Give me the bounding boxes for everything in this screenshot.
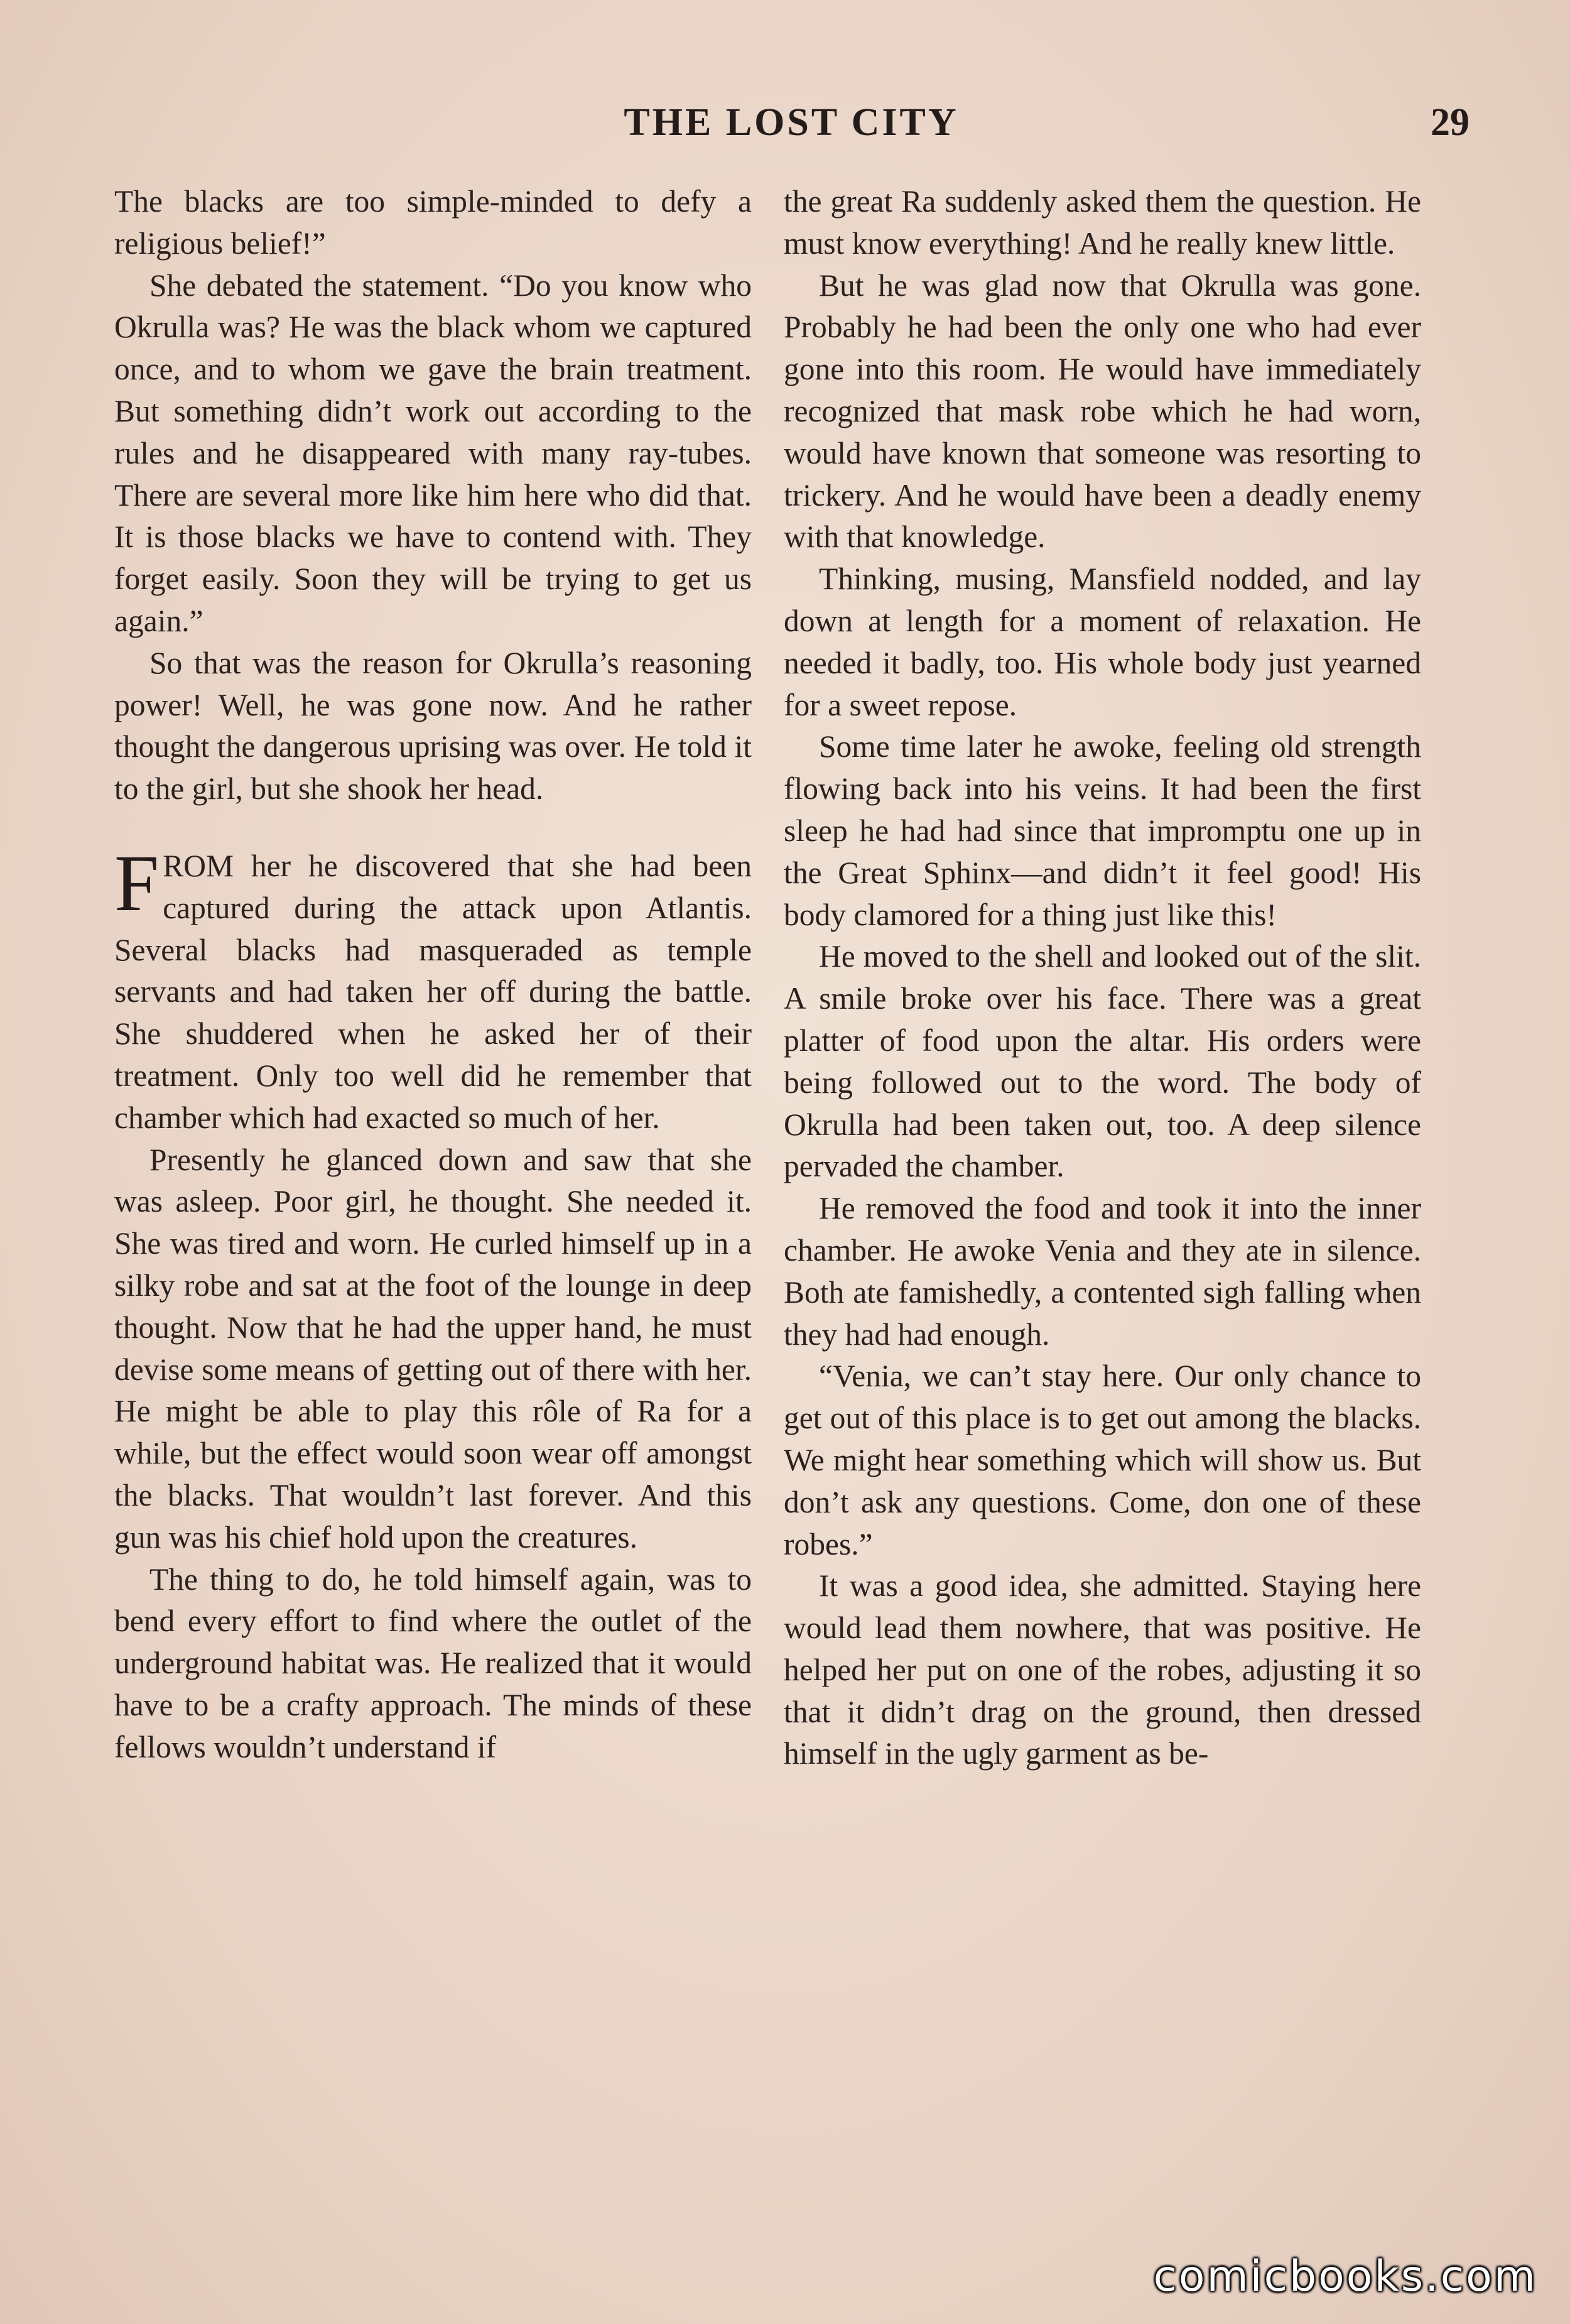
paragraph: But he was glad now that Okrulla was gone. Probably he had been the only one who had ever gone into this room. He would have immediately recognized that mask robe which he had worn, would have known that someone was resorting to trickery. And he would have been a deadly enemy with that knowledge. bbox=[784, 268, 1421, 555]
section-opening-text: ROM her he discovered that she had been captured during the attack upon Atlantis. Several blacks had masqueraded as temple servants and had taken her off during the battle. She shuddered when he asked her of their treatment. Only too well did he remember that chamber which had exacted so much of her. bbox=[114, 848, 752, 1135]
paragraph: the great Ra suddenly asked them the question. He must know everything! And he really knew little. bbox=[784, 184, 1421, 261]
running-title: THE LOST CITY bbox=[624, 101, 959, 144]
left-column bbox=[114, 181, 752, 1768]
paragraph: Presently he glanced down and saw that she was asleep. Poor girl, he thought. She needed it. She was tired and worn. He curled himself up in a silky robe and sat at the foot of the lounge in deep thought. Now that he had the upper hand, he must devise some means of getting out of there with her. He might be able to play this rôle of Ra for a while, but the effect would soon wear off amongst the blacks. That wouldn’t last forever. And this gun was his chief hold upon the creatures. bbox=[114, 1142, 752, 1555]
right-column bbox=[784, 181, 1421, 1775]
paragraph: He removed the food and took it into the inner chamber. He awoke Venia and they ate in silence. Both ate famishedly, a contented sigh falling when they had had enough. bbox=[784, 1191, 1421, 1352]
drop-cap: F bbox=[114, 838, 160, 928]
page-number: 29 bbox=[1431, 101, 1470, 144]
paragraph: So that was the reason for Okrulla’s reasoning power! Well, he was gone now. And he rather thought the dangerous uprising was over. He told it to the girl, but she shook her head. bbox=[114, 645, 752, 806]
paragraph: Some time later he awoke, feeling old strength flowing back into his veins. It had been the first sleep he had had since that impromptu one up in the Great Sphinx—and didn’t it feel good! His body clamored for a thing just like this! bbox=[784, 729, 1421, 932]
page-header bbox=[113, 94, 1470, 163]
site-watermark: comicbooks.com bbox=[1153, 2252, 1537, 2301]
paragraph: She debated the statement. “Do you know who Okrulla was? He was the black whom we captured once, and to whom we gave the brain treatment. But something didn’t work out according to the rules and he disappeared with many ray-tubes. There are several more like him here who did that. It is those blacks we have to contend with. They forget easily. Soon they will be trying to get us again.” bbox=[114, 268, 752, 638]
paragraph: Thinking, musing, Mansfield nodded, and lay down at length for a moment of relaxation. He needed it badly, too. His whole body just yearned for a sweet repose. bbox=[784, 562, 1421, 722]
paragraph: He moved to the shell and looked out of the slit. A smile broke over his face. There was a great platter of food upon the altar. His orders were being followed out to the word. The body of Okrulla had been taken out, too. A deep silence pervaded the chamber. bbox=[784, 939, 1421, 1184]
paragraph: It was a good idea, she admitted. Staying here would lead them nowhere, that was positive. He helped her put on one of the robes, adjusting it so that it didn’t drag on the ground, then dressed himself in the ugly garment as be- bbox=[784, 1568, 1421, 1771]
section-opening-paragraph bbox=[114, 838, 752, 1139]
paragraph: The blacks are too simple-minded to defy a religious belief!” bbox=[114, 184, 752, 261]
paragraph: The thing to do, he told himself again, was to bend every effort to find where the outlet of the underground habitat was. He realized that it would have to be a crafty approach. The minds of these fellows wouldn’t understand if bbox=[114, 1561, 752, 1764]
paragraph: “Venia, we can’t stay here. Our only chance to get out of this place is to get out among the blacks. We might hear something which will show us. But don’t ask any questions. Come, don one of these robes.” bbox=[784, 1359, 1421, 1561]
